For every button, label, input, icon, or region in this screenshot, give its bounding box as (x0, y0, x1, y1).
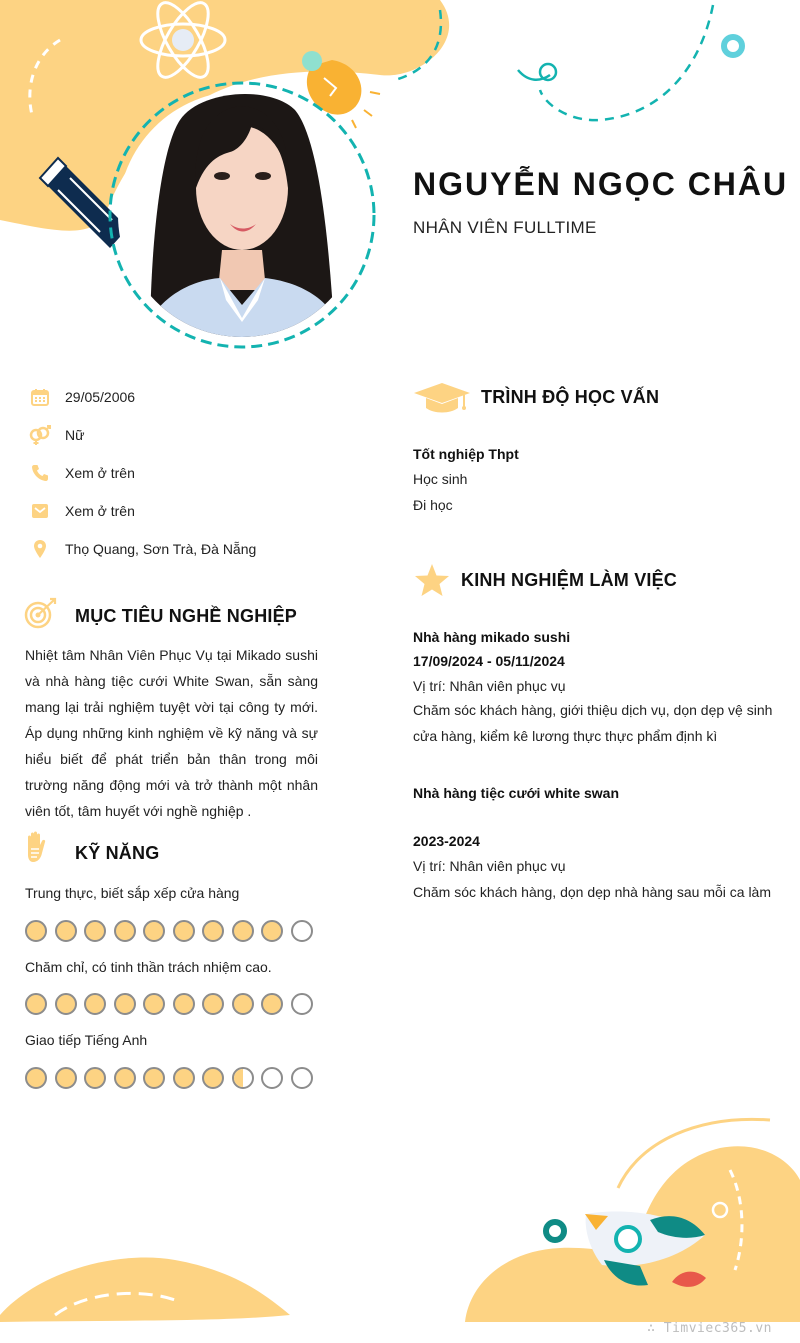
location-icon (28, 537, 52, 561)
rating-dot (232, 920, 254, 942)
rating-dot (202, 1067, 224, 1089)
rating-dot (114, 993, 136, 1015)
job-period: 2023-2024 (413, 833, 480, 849)
bottom-decoration (0, 1100, 800, 1343)
rating-dot (261, 1067, 283, 1089)
star-icon (414, 563, 450, 602)
birthdate-text: 29/05/2006 (65, 389, 136, 405)
objective-title: MỤC TIÊU NGHỀ NGHIỆP (75, 606, 298, 626)
skill-name: Giao tiếp Tiếng Anh (25, 1032, 148, 1048)
watermark: ∴ Timviec365.vn (647, 1321, 772, 1336)
rating-dot (55, 920, 77, 942)
info-birthdate (28, 385, 135, 409)
experience-title: KINH NGHIỆM LÀM VIỆC (461, 570, 678, 590)
rating-dot (55, 1067, 77, 1089)
gender-text: Nữ (65, 427, 85, 443)
job-position: Vị trí: Nhân viên phục vụ (413, 858, 566, 874)
rating-dot (143, 1067, 165, 1089)
rating-dot (232, 1067, 254, 1089)
rating-dot (84, 1067, 106, 1089)
graduation-cap-icon (414, 381, 470, 420)
rating-dot (291, 920, 313, 942)
candidate-name: NGUYỄN NGỌC CHÂU (413, 166, 789, 202)
gender-icon (28, 423, 52, 447)
skills-title: KỸ NĂNG (75, 843, 160, 863)
rating-dot (55, 993, 77, 1015)
job-description: Chăm sóc khách hàng, dọn dẹp nhà hàng sau mỗi ca làm (413, 884, 772, 900)
rating-dot (114, 920, 136, 942)
target-icon (24, 597, 58, 634)
rating-dot (173, 993, 195, 1015)
info-phone (28, 461, 135, 485)
rating-dot (143, 993, 165, 1015)
skill-rating (25, 993, 313, 1015)
info-gender (28, 423, 84, 447)
education-major: Học sinh (413, 471, 468, 487)
rating-dot (173, 1067, 195, 1089)
info-address (28, 537, 256, 561)
rating-dot (114, 1067, 136, 1089)
education-school: Tốt nghiệp Thpt (413, 446, 519, 462)
rating-dot (291, 1067, 313, 1089)
education-detail: Đi học (413, 497, 453, 513)
rating-dot (25, 993, 47, 1015)
objective-text: Nhiệt tâm Nhân Viên Phục Vụ tại Mikado sushi và nhà hàng tiệc cưới White Swan, sẵn sàng mang lại trải nghiệm tuyệt vời tại công ty mới. Áp dụng những kinh nghiệm về kỹ năng và sự hiểu biết để phát triển bản thân trong môi trường năng động mới và trở thành một nhân viên tốt, tâm huyết với nghề nghiệp . (25, 647, 318, 819)
rating-dot (232, 993, 254, 1015)
job-company: Nhà hàng mikado sushi (413, 629, 571, 645)
skill-name: Trung thực, biết sắp xếp cửa hàng (25, 885, 240, 901)
calendar-icon (28, 385, 52, 409)
email-text: Xem ở trên (65, 503, 135, 519)
job-period: 17/09/2024 - 05/11/2024 (413, 653, 565, 669)
education-title: TRÌNH ĐỘ HỌC VẤN (481, 387, 660, 407)
job-description: Chăm sóc khách hàng, giới thiệu dịch vụ, dọn dẹp vệ sinh cửa hàng, kiểm kê lương thực thực phẩm định kì (413, 702, 773, 744)
skill-name: Chăm chỉ, có tinh thần trách nhiệm cao. (25, 959, 272, 975)
rating-dot (25, 1067, 47, 1089)
rating-dot (84, 920, 106, 942)
skill-rating (25, 920, 313, 942)
phone-icon (28, 461, 52, 485)
phone-text: Xem ở trên (65, 465, 135, 481)
job-position: Vị trí: Nhân viên phục vụ (413, 678, 566, 694)
rating-dot (173, 920, 195, 942)
rating-dot (261, 993, 283, 1015)
rating-dot (261, 920, 283, 942)
hand-icon (24, 831, 48, 870)
rating-dot (202, 993, 224, 1015)
job-company: Nhà hàng tiệc cưới white swan (413, 785, 620, 801)
rating-dot (84, 993, 106, 1015)
email-icon (28, 499, 52, 523)
job-title: NHÂN VIÊN FULLTIME (413, 218, 597, 237)
rating-dot (143, 920, 165, 942)
rating-dot (291, 993, 313, 1015)
skill-rating (25, 1067, 313, 1089)
info-email (28, 499, 135, 523)
address-text: Thọ Quang, Sơn Trà, Đà Nẵng (65, 541, 257, 557)
rating-dot (25, 920, 47, 942)
rating-dot (202, 920, 224, 942)
